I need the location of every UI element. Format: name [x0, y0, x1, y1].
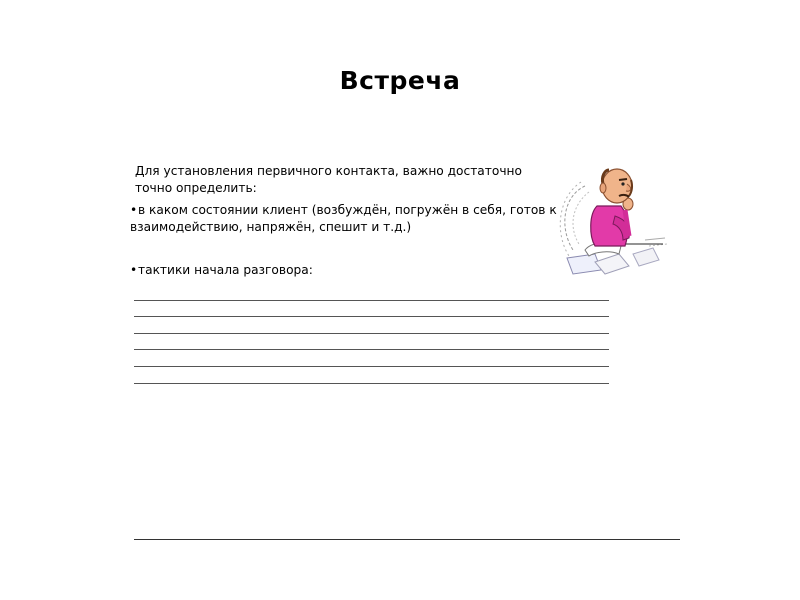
answer-line: [134, 350, 609, 367]
footer-rule: [134, 539, 680, 540]
bullet-dot: •: [130, 263, 138, 277]
bullet-text: в каком состоянии клиент (возбуждён, погружён в себя, готов к взаимодействию, напряжён, спешит и т.д.): [130, 203, 557, 234]
bullet-client-state: [130, 202, 560, 236]
answer-line: [134, 301, 609, 318]
answer-line: [134, 334, 609, 351]
answer-line: [134, 284, 609, 301]
bullet-tactics: [130, 262, 560, 279]
answer-lines: [134, 284, 609, 384]
intro-text: Для установления первичного контакта, важно достаточно точно определить:: [135, 164, 522, 195]
bullet-text: тактики начала разговора:: [138, 263, 313, 277]
answer-line: [134, 317, 609, 334]
thinking-man-clipart-icon: [555, 158, 670, 288]
slide-title: Встреча: [339, 66, 461, 95]
bullet-dot: •: [130, 203, 138, 217]
answer-line: [134, 367, 609, 384]
